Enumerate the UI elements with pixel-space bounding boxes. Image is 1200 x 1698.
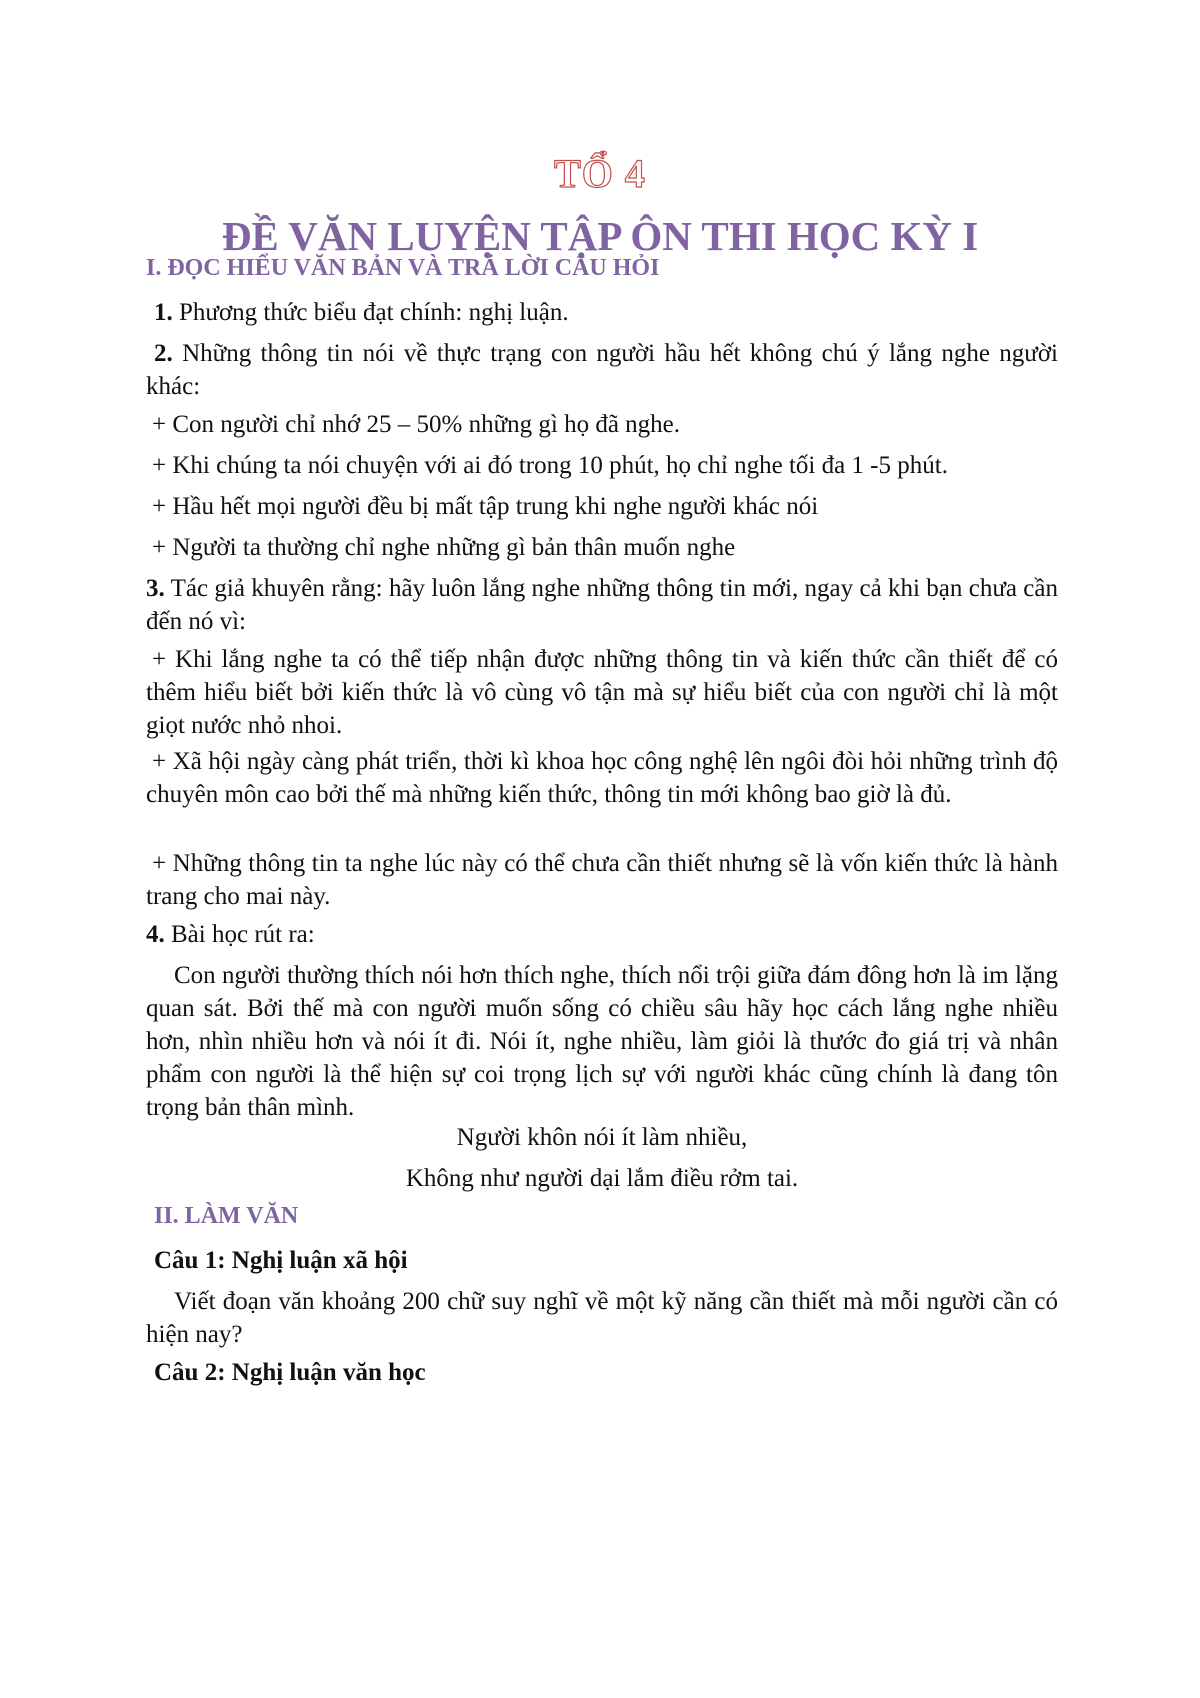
answer-2-item: + Hầu hết mọi người đều bị mất tập trung khi nghe người khác nói bbox=[152, 493, 819, 520]
answer-4 bbox=[146, 918, 1058, 951]
question-1-text: Viết đoạn văn khoảng 200 chữ suy nghĩ về một kỹ năng cần thiết mà mỗi người cần có hiện nay? bbox=[146, 1288, 1058, 1348]
answer-4-paragraph: Con người thường thích nói hơn thích nghe, thích nổi trội giữa đám đông hơn là im lặng quan sát. Bởi thế mà con người muốn sống có chiều sâu hãy học cách lắng nghe nhiều hơn, nhìn nhiều hơn và nói ít đi. Nói ít, nghe nhiều, làm giỏi là thước đo giá trị và nhân phẩm con người là thể hiện sự coi trọng lịch sự với người khác cũng chính là đang tôn trọng bản thân mình. bbox=[146, 962, 1058, 1121]
answer-4-text: Bài học rút ra: bbox=[164, 921, 315, 948]
answer-4-number: 4. bbox=[146, 921, 165, 948]
answer-1-number: 1. bbox=[154, 299, 173, 326]
answer-1 bbox=[146, 296, 1058, 329]
document-title: ĐỀ VĂN LUYỆN TẬP ÔN THI HỌC KỲ I bbox=[221, 213, 979, 259]
answer-2-item: + Người ta thường chỉ nghe những gì bản thân muốn nghe bbox=[152, 534, 736, 561]
answer-3-item: + Xã hội ngày càng phát triển, thời kì khoa học công nghệ lên ngôi đòi hỏi những trình độ chuyên môn cao bởi thế mà những kiến thức, thông tin mới không bao giờ là đủ. bbox=[146, 748, 1058, 808]
section-heading-writing: II. LÀM VĂN bbox=[154, 1203, 299, 1229]
answer-2-number: 2. bbox=[154, 340, 173, 367]
answer-1-text: Phương thức biểu đạt chính: nghị luận. bbox=[172, 299, 569, 326]
answer-3-item: + Khi lắng nghe ta có thể tiếp nhận được những thông tin và kiến thức cần thiết để có thêm hiểu biết bởi kiến thức là vô cùng vô tận mà sự hiểu biết của con người chỉ là một giọt nước nhỏ nhoi. bbox=[146, 646, 1058, 739]
answer-2 bbox=[146, 337, 1058, 403]
answer-3-item: + Những thông tin ta nghe lúc này có thể chưa cần thiết nhưng sẽ là vốn kiến thức là hành trang cho mai này. bbox=[146, 850, 1058, 910]
answer-3 bbox=[146, 572, 1058, 638]
answer-2-text: Những thông tin nói về thực trạng con người hầu hết không chú ý lắng nghe người khác: bbox=[146, 340, 1058, 400]
section-heading-reading: I. ĐỌC HIỂU VĂN BẢN VÀ TRẢ LỜI CÂU HỎI bbox=[146, 255, 660, 281]
proverb-line-2: Không như người dại lắm điều rởm tai. bbox=[405, 1165, 799, 1192]
proverb-line-1: Người khôn nói ít làm nhiều, bbox=[456, 1124, 748, 1151]
answer-3-text: Tác giả khuyên rằng: hãy luôn lắng nghe những thông tin mới, ngay cả khi bạn chưa cần đến nó vì: bbox=[146, 575, 1058, 635]
answer-2-item: + Con người chỉ nhớ 25 – 50% những gì họ đã nghe. bbox=[152, 411, 681, 438]
question-2-title: Câu 2: Nghị luận văn học bbox=[154, 1359, 426, 1386]
answer-2-item: + Khi chúng ta nói chuyện với ai đó trong 10 phút, họ chỉ nghe tối đa 1 -5 phút. bbox=[152, 452, 948, 479]
answer-3-number: 3. bbox=[146, 575, 165, 602]
question-1-title: Câu 1: Nghị luận xã hội bbox=[154, 1247, 408, 1274]
group-title: TỔ 4 bbox=[554, 151, 646, 196]
